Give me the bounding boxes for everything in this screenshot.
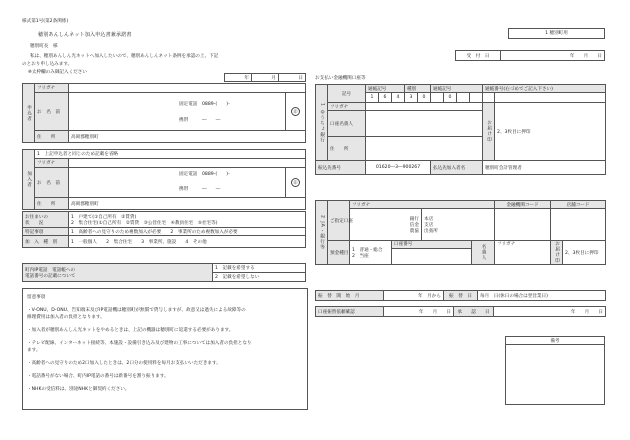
note-item: ・加入者が穂別あんしん光ネットをやめるときは、上記の機器は穂別町に返還する必要があります。: [27, 328, 234, 333]
form-number: 様式第1号(第2条関係): [22, 19, 69, 24]
residence-options[interactable]: [69, 212, 306, 228]
notes-box: [22, 288, 308, 410]
residence-label: [23, 212, 69, 228]
notes-heading: 留意事項: [27, 295, 46, 300]
approval-label: 承 認 日: [454, 307, 494, 317]
phonebook-option-1[interactable]: 1 記載を希望する: [213, 264, 306, 273]
phonebook-label-2: 電話番号の記載について: [25, 273, 76, 279]
applicant-fixed-phone: 固定電話 0889-( )-: [179, 102, 230, 107]
note-item: ・電話番号がない場合、町内IP電話の番号は新番号を割り振ります。: [27, 374, 169, 379]
ja-account-types[interactable]: [350, 241, 392, 265]
confirm-table: [315, 306, 606, 317]
ja-section-label: 2 JA・銀行等: [316, 201, 328, 265]
ja-bank-kind: 銀行: [409, 216, 419, 222]
yucho-table: [315, 84, 606, 175]
yucho-header-passbook: 通帳記号: [366, 85, 405, 93]
ja-branch-name-field[interactable]: [422, 209, 495, 241]
note-item: ・NHKの受信料は、別途NHKと御契約ください。: [27, 387, 130, 392]
reception-date-table: [455, 50, 605, 61]
special-options[interactable]: 1 高齢者への見守りのため複数加入が必要 2 事業所のため複数加入が必要: [69, 228, 306, 236]
yucho-holder-label: 口座名義人: [328, 111, 366, 137]
ja-holder-furigana: フリガナ: [497, 242, 516, 247]
subscriber-name-field[interactable]: [69, 168, 286, 198]
yucho-header-branch: 種別: [405, 85, 431, 93]
yucho-digit[interactable]: 3: [405, 93, 418, 103]
yucho-seal-label: お届け印: [483, 103, 495, 161]
applicant-mobile: 携帯 ― ―: [179, 118, 221, 123]
subscriber-address-field[interactable]: 高岡郡穂別町: [69, 198, 306, 210]
residence-option-2[interactable]: 2 集合住宅(①自己所有 ②賃貸 ③公営住宅 ④教員住宅 ⑤社宅等): [71, 220, 218, 226]
yucho-header-number: 通帳記号: [431, 85, 483, 93]
yucho-header-account: 通帳番号(右づめでご記入下さい): [483, 85, 606, 93]
ja-header-furigana: フリガナ: [350, 201, 495, 209]
yucho-transfer-label: 振込先番号: [316, 161, 366, 175]
app-date-year[interactable]: 年: [225, 74, 252, 82]
note-item: ・V-ONU、D-ONU、告知端末及びIP電話機は穂別町が無償で貸与しますが、故意又は過失による故障等の: [27, 308, 246, 313]
confirm-label: 口座振替依頼確認: [316, 307, 384, 317]
subscriber-name-label: お 名 前: [35, 168, 69, 198]
residence-option-1[interactable]: 1 戸建て(①自己所有 ②賃貸): [71, 214, 137, 220]
note-item: ・テレビ配線、インターネット接続等、本施設・設備引き込み及び建物の工事については加入者の負担となり: [27, 341, 252, 346]
yucho-digit[interactable]: [483, 93, 495, 103]
transfer-start-label: 振 替 開 始 月: [316, 291, 384, 301]
ja-account-type[interactable]: 1 普通・総合: [352, 247, 383, 253]
residence-label-1: お住まいの: [25, 214, 48, 220]
yucho-digit[interactable]: [470, 93, 483, 103]
category-label: 加 入 種 別: [23, 236, 69, 248]
residence-label-2: 状 況: [25, 220, 44, 226]
ja-holder-label: 名義人: [472, 241, 495, 265]
transfer-day-label: 振 替 日: [444, 291, 478, 301]
ja-account-no-label: 口座番号: [392, 241, 471, 249]
subscriber-section-label: 加入者: [23, 150, 35, 210]
ja-bank-name-field[interactable]: [350, 209, 422, 241]
yucho-digit[interactable]: [431, 93, 444, 103]
ja-header-branch: 店舗コード: [551, 201, 606, 209]
applicant-furigana-field[interactable]: [69, 84, 306, 93]
phonebook-label-1: 町内IP電話 電話帳への: [25, 267, 76, 273]
yucho-digit[interactable]: 4: [392, 93, 405, 103]
office-badge: [508, 28, 605, 39]
yucho-transfer-value: 01620―3―900267: [366, 161, 431, 175]
remarks-label: 備考: [506, 337, 605, 345]
yucho-section-label: 1 ゆうちょ銀行: [316, 85, 328, 161]
yucho-digit[interactable]: [495, 93, 606, 103]
applicant-table: [22, 83, 306, 143]
applicant-section-label: 申込者: [23, 84, 35, 143]
intro-line-1: 私は、穂別あんしん光ネットへ加入したいので、穂別あんしんネット条例を承認の上、下記: [30, 54, 219, 59]
category-options[interactable]: 1 一般個人 2 集合住宅 3 事業所、施設 4 その他: [69, 236, 306, 248]
ja-account-label: 預金種目: [328, 241, 350, 265]
yucho-address-label: 住 所: [328, 137, 366, 161]
ja-code-field[interactable]: [495, 209, 551, 241]
phonebook-option-2[interactable]: 2 記載を希望しない: [213, 273, 306, 282]
applicant-seal-cell: [286, 93, 306, 131]
remarks-field[interactable]: [506, 345, 605, 405]
intro-note: ※太枠欄のみ御記入ください: [28, 70, 87, 75]
addressee: 穂別町長 様: [30, 44, 58, 49]
applicant-name-label: お 名 前: [35, 93, 69, 131]
subscriber-fixed-phone: 固定電話 0889-( )-: [179, 172, 230, 177]
ja-branch-kind: 支店: [424, 222, 434, 228]
payment-heading: お支払い金融機関口座等: [315, 76, 366, 81]
confirm-date[interactable]: 年 月 日: [384, 307, 454, 317]
app-date-day[interactable]: 日: [279, 74, 306, 82]
form-title: 穂別あんしんネット加入申込書兼承諾書: [38, 32, 132, 38]
yucho-digit[interactable]: 1: [366, 93, 379, 103]
app-date-month[interactable]: 月: [252, 74, 279, 82]
yucho-payee-value: 穂別町会計管理者: [483, 161, 606, 175]
ja-bank-label: ご指定口座: [328, 201, 350, 241]
ja-branch-code-field[interactable]: [551, 209, 606, 241]
yucho-address-field[interactable]: [366, 137, 483, 161]
ja-header-code: 金融機関コード: [495, 201, 551, 209]
transfer-start-table: [315, 290, 606, 301]
phonebook-label: [23, 264, 213, 282]
ja-branch-kind: 出張所: [424, 228, 438, 234]
subscriber-table: [22, 149, 306, 210]
applicant-furigana-label: フリガナ: [35, 84, 69, 93]
note-item: 修理費用は加入者の負担となります。: [27, 315, 105, 320]
transfer-day-value[interactable]: 毎月 日(休日の場合は翌営業日): [478, 291, 606, 301]
ja-seal-label: お届け印: [551, 241, 563, 265]
note-item: ます。: [27, 348, 41, 353]
ja-seal-note: 2、3枚目に押印: [563, 241, 606, 265]
ja-branch-kind: 本店: [424, 216, 434, 222]
approval-date[interactable]: 年 月 日: [494, 307, 606, 317]
yucho-digit[interactable]: [457, 93, 470, 103]
yucho-digit[interactable]: 6: [379, 93, 392, 103]
ja-account-type[interactable]: 2 当座: [352, 253, 369, 259]
special-label: 特記事項: [23, 228, 69, 236]
subscriber-seal-cell: [285, 168, 305, 198]
yucho-digit[interactable]: 0: [418, 93, 431, 103]
reception-label: 受 付 日: [456, 51, 501, 61]
residence-table: [22, 211, 306, 248]
seal-icon: 印: [291, 107, 300, 116]
reception-date[interactable]: 年 月 日: [501, 51, 605, 61]
yucho-payee-label: 払込先加入者名: [431, 161, 483, 175]
applicant-name-field[interactable]: [69, 93, 286, 131]
yucho-furigana-label: フリガナ: [328, 103, 366, 111]
subscriber-furigana-label: フリガナ: [35, 159, 69, 168]
yucho-holder-field[interactable]: [366, 111, 483, 137]
ja-bank-table: [315, 200, 606, 265]
subscriber-mobile: 携帯 ― ―: [179, 187, 221, 192]
transfer-start-from[interactable]: 年 月から: [384, 291, 444, 301]
phonebook-table: [22, 263, 306, 282]
yucho-kigo-label: 記号: [328, 85, 366, 103]
subscriber-address-label: 住 所: [35, 198, 69, 210]
office-badge-label: 1 穂別町用: [545, 31, 568, 36]
remarks-table: [505, 336, 605, 405]
yucho-furigana-field[interactable]: [366, 103, 483, 111]
ja-holder-field[interactable]: [495, 241, 551, 265]
ja-bank-kind: 農協: [409, 228, 419, 234]
seal-icon: 印: [291, 178, 300, 187]
applicant-address-label: 住 所: [35, 131, 69, 143]
yucho-digit[interactable]: 0: [444, 93, 457, 103]
ja-bank-kind: 信金: [409, 222, 419, 228]
subscriber-same-note[interactable]: 1 上記申込者と同じのため記載を省略: [35, 150, 306, 159]
applicant-address-field[interactable]: 高岡郡穂別町: [69, 131, 306, 143]
intro-line-2: のとおり申し込みます。: [22, 62, 73, 67]
yucho-seal-note: 2、3枚目に押印: [495, 103, 606, 161]
note-item: ・高齢者への見守りのため2口加入したときは、2口分の使用料を毎月お支払いいただきます。: [27, 361, 221, 366]
subscriber-furigana-field[interactable]: [69, 159, 306, 168]
ja-account-no-cell[interactable]: [392, 241, 472, 265]
application-date-row: [224, 73, 306, 82]
